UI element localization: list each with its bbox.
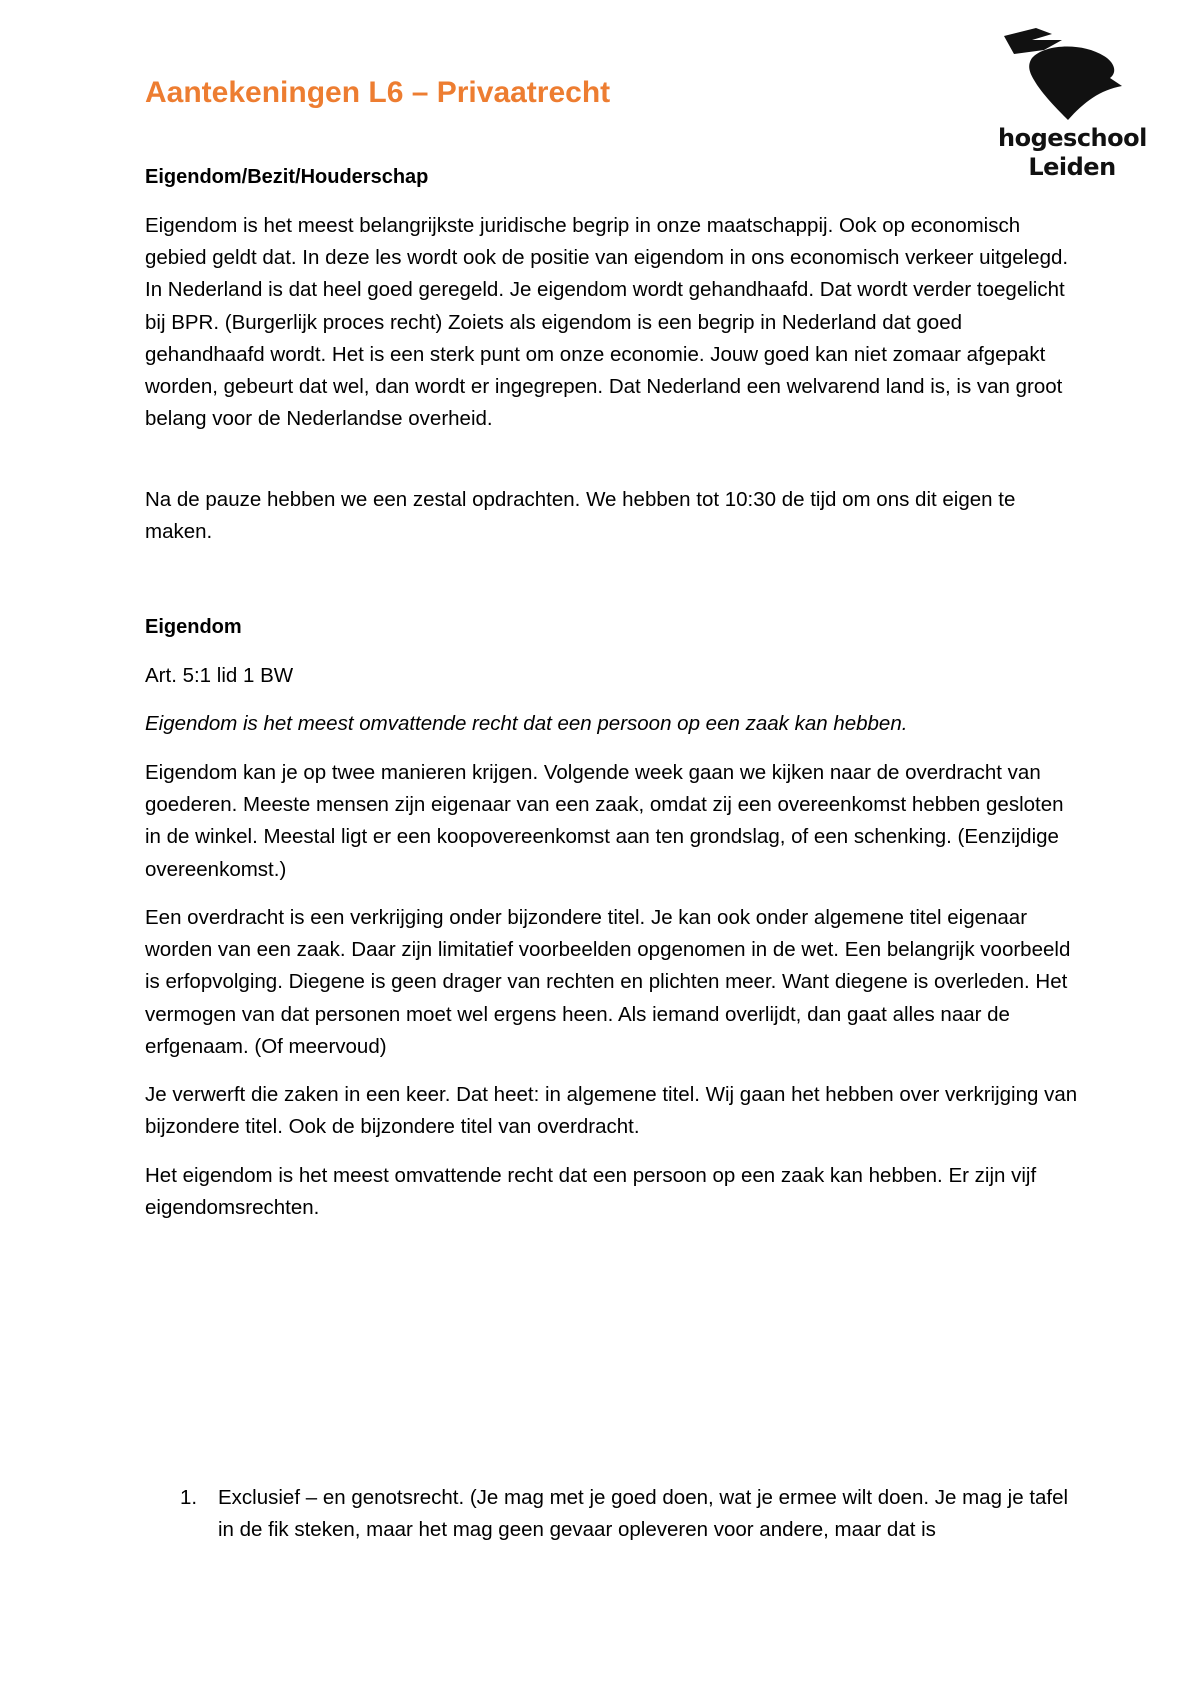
list-item-text: Exclusief – en genotsrecht. (Je mag met je goed doen, wat je ermee wilt doen. Je mag je tafel in de fik steken, maar het mag geen gevaar opleveren voor andere, maar dat is <box>218 1486 1069 1542</box>
paragraph: Na de pauze hebben we een zestal opdrachten. We hebben tot 10:30 de tijd om ons dit eigen te maken. <box>145 488 1016 544</box>
paragraph: Eigendom is het meest belangrijkste juridische begrip in onze maatschappij. Ook op economisch gebied geldt dat. In deze les wordt ook de positie van eigendom in ons economisch verkeer uitgelegd. In Nederland is dat heel goed geregeld. Je eigendom wordt gehandhaafd. Dat wordt verder toegelicht bij BPR. (Burgerlijk proces recht) Zoiets als eigendom is een begrip in Nederland dat goed gehandhaafd wordt. Het is een sterk punt om onze economie. Jouw goed kan niet zomaar afgepakt worden, gebeurt dat wel, dan wordt er ingegrepen. Dat Nederland een welvarend land is, is van groot belang voor de Nederlandse overheid. <box>145 214 1069 431</box>
definition-quote: Eigendom is het meest omvattende recht dat een persoon op een zaak kan hebben. <box>145 712 908 735</box>
hogeschool-leiden-logo <box>992 24 1147 184</box>
paragraph: Een overdracht is een verkrijging onder bijzondere titel. Je kan ook onder algemene titel eigenaar worden van een zaak. Daar zijn limitatief voorbeelden opgenomen in de wet. Een belangrijk voorbeeld is erfopvolging. Diegene is geen drager van rechten en plichten meer. Want diegene is overleden. Het vermogen van dat personen moet wel ergens heen. Als iemand overlijdt, dan gaat alles naar de erfgenaam. (Of meervoud) <box>145 906 1071 1058</box>
logo-text-line2: Leiden <box>1028 153 1116 181</box>
paragraph: Je verwerft die zaken in een keer. Dat heet: in algemene titel. Wij gaan het hebben over verkrijging van bijzondere titel. Ook de bijzondere titel van overdracht. <box>145 1083 1078 1139</box>
list-item-number: 1. <box>180 1486 198 1509</box>
logo-text-line1: hogeschool <box>998 124 1147 152</box>
paragraph: Het eigendom is het meest omvattende recht dat een persoon op een zaak kan hebben. Er zijn vijf eigendomsrechten. <box>145 1164 1037 1220</box>
section-heading-eigendom-bezit: Eigendom/Bezit/Houderschap <box>145 166 429 188</box>
paragraph: Eigendom kan je op twee manieren krijgen. Volgende week gaan we kijken naar de overdracht van goederen. Meeste mensen zijn eigenaar van een zaak, omdat zij een overeenkomst hebben gesloten in de winkel. Meestal ligt er een koopovereenkomst aan ten grondslag, of een schenking. (Eenzijdige overeenkomst.) <box>145 761 1064 881</box>
page-title: Aantekeningen L6 – Privaatrecht <box>145 76 611 109</box>
section-heading-eigendom: Eigendom <box>145 616 242 638</box>
article-reference: Art. 5:1 lid 1 BW <box>145 664 294 687</box>
